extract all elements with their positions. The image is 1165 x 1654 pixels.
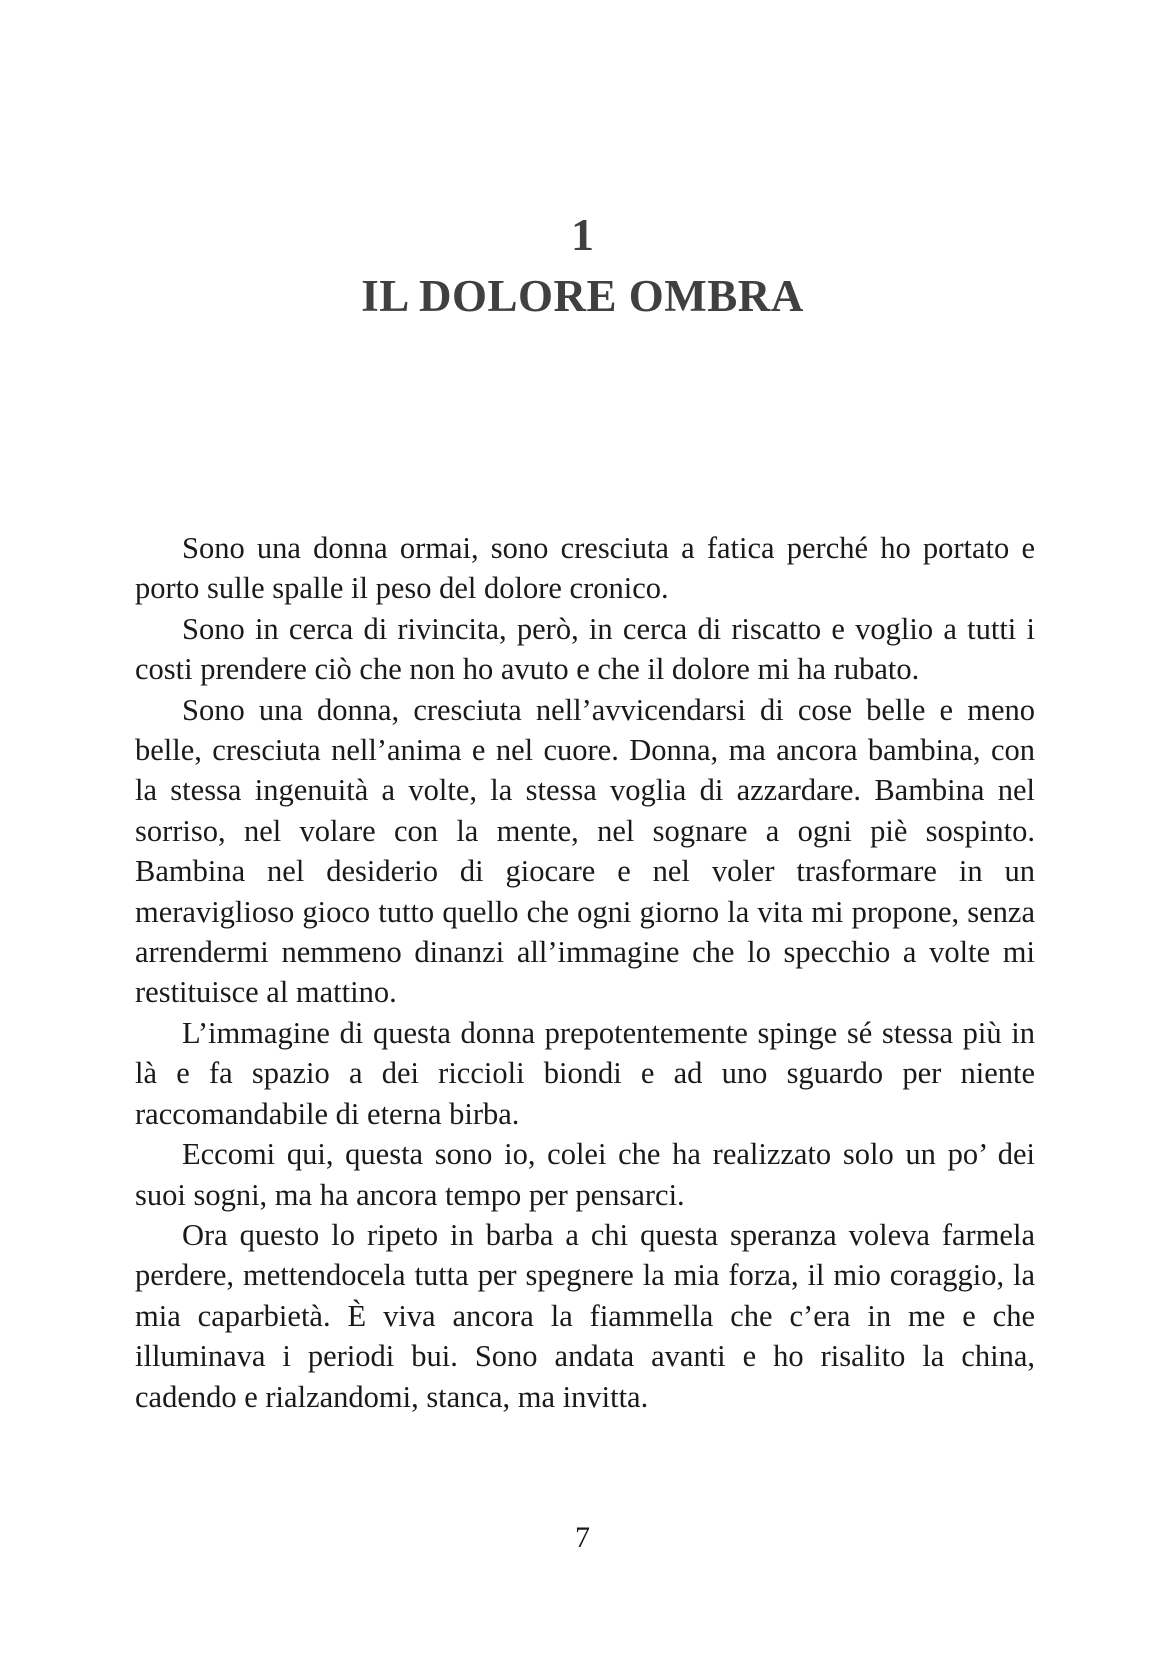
paragraph: Eccomi qui, questa sono io, colei che ha realizzato solo un po’ dei suoi sogni, ma ha ancora tempo per pensarci. [135,1137,1035,1212]
chapter-number: 1 [571,209,594,260]
paragraph: Sono in cerca di rivincita, però, in cerca di riscatto e voglio a tutti i costi prendere ciò che non ho avuto e che il dolore mi ha rubato. [135,611,1035,687]
paragraph: L’immagine di questa donna prepotentemente spinge sé stessa più in là e fa spazio a dei riccioli biondi e ad uno sguardo per niente raccomandabile di eterna birba. [135,1015,1035,1131]
chapter-body [135,528,1035,1417]
page-number: 7 [575,1521,590,1554]
paragraph: Sono una donna ormai, sono cresciuta a fatica perché ho portato e porto sulle spalle il peso del dolore cronico. [135,531,1035,606]
chapter-title: IL DOLORE OMBRA [361,271,804,321]
paragraph: Sono una donna, cresciuta nell’avvicendarsi di cose belle e meno belle, cresciuta nell’anima e nel cuore. Donna, ma ancora bambina, con la stessa ingenuità a volte, la stessa voglia di azzardare. Bambina nel sorriso, nel volare con la mente, nel sognare a ogni piè sospinto. Bambina nel desiderio di giocare e nel voler trasformare in un meraviglioso gioco tutto quello che ogni giorno la vita mi propone, senza arrendermi nemmeno dinanzi all’immagine che lo specchio a volte mi restituisce al mattino. [135,692,1035,1010]
paragraph: Ora questo lo ripeto in barba a chi questa speranza voleva farmela perdere, mettendocela tutta per spegnere la mia forza, il mio coraggio, la mia caparbietà. È viva ancora la fiammella che c’era in me e che illuminava i periodi bui. Sono andata avanti e ho risalito la china, cadendo e rialzandomi, stanca, ma invitta. [135,1217,1035,1414]
